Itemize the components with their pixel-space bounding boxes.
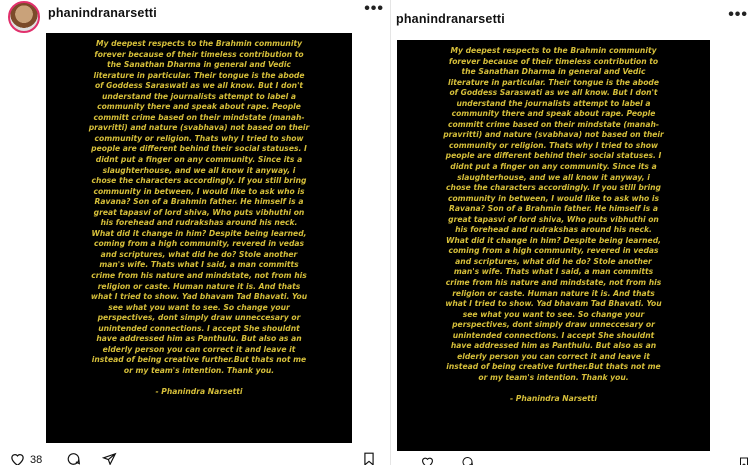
statement-line: see what you want to see. So change your bbox=[462, 309, 645, 319]
statement-line: elderly person you can correct it and leave it bbox=[457, 351, 650, 361]
more-options-icon[interactable]: ••• bbox=[728, 6, 748, 23]
statement-line: unintended connections. I accept She shouldnt bbox=[98, 323, 300, 333]
statement-line: instead of being creative further.But thats not me bbox=[446, 362, 661, 372]
statement-line: community or religion. Thats why I tried to show bbox=[449, 140, 658, 150]
statement-line: didnt put a finger on any community. Since its a bbox=[95, 155, 303, 165]
statement-line: his forehead and rudrakshas around his neck. bbox=[455, 225, 652, 235]
statement-image bbox=[46, 33, 352, 443]
statement-line: committ crime based on their mindstate (manah- bbox=[447, 119, 659, 129]
statement-line: what I tried to show. Yad bhavam Tad Bhavati. You bbox=[445, 299, 662, 309]
statement-line: understand the journalists attempt to label a bbox=[101, 91, 297, 101]
statement-line: and scriptures, what did he do? Stole another bbox=[455, 256, 652, 266]
statement-line: of Goddess Saraswati as we all know. But I don't bbox=[449, 88, 658, 98]
statement-line: his forehead and rudrakshas around his neck. bbox=[100, 218, 298, 228]
right-post-header bbox=[392, 0, 756, 28]
statement-line: slaughterhouse, and we all know it anyway, i bbox=[457, 172, 650, 182]
statement-line: great tapasvi of lord shiva, Who puts vibhuthi on bbox=[448, 214, 659, 224]
statement-line: slaughterhouse, and we all know it anyway, i bbox=[102, 165, 296, 175]
statement-line: community there and speak about rape. People bbox=[451, 109, 656, 119]
statement-line: and scriptures, what did he do? Stole another bbox=[100, 249, 298, 259]
statement-line: what I tried to show. Yad bhavam Tad Bhavati. You bbox=[90, 292, 308, 302]
statement-line: the Sanathan Dharma in general and Vedic bbox=[461, 67, 646, 77]
statement-line: or my team's intention. Thank you. bbox=[478, 372, 629, 382]
statement-line: coming from a high community, revered in vedas bbox=[448, 246, 659, 256]
statement-line: have addressed him as Panthulu. But also as an bbox=[96, 334, 302, 344]
statement-line: great tapasvi of lord shiva, Who puts vibhuthi on bbox=[93, 207, 305, 217]
statement-line: man's wife. Thats what I said, a man committs bbox=[453, 267, 654, 277]
statement-line: community in between, I would like to ask who is bbox=[447, 193, 660, 203]
statement-line: have addressed him as Panthulu. But also as an bbox=[450, 341, 657, 351]
statement-line: people are different behind their social statuses. I bbox=[445, 151, 662, 161]
heart-icon[interactable] bbox=[10, 452, 25, 465]
statement-line: the Sanathan Dharma in general and Vedic bbox=[107, 60, 291, 70]
statement-line: pravritti) and nature (svabhava) not based on their bbox=[443, 130, 664, 140]
statement-line: My deepest respects to the Brahmin community bbox=[450, 46, 657, 55]
signature: - Phanindra Narsetti bbox=[509, 393, 597, 403]
statement-line: understand the journalists attempt to label a bbox=[456, 98, 651, 108]
statement-line: unintended connections. I accept She shouldnt bbox=[452, 330, 655, 340]
statement-line: chose the characters accordingly. If you still bring bbox=[446, 183, 661, 193]
statement-image bbox=[397, 40, 710, 451]
statement-line: forever because of their timeless contribution to bbox=[448, 56, 659, 66]
statement-line: forever because of their timeless contribution to bbox=[94, 49, 304, 59]
username[interactable]: phanindranarsetti bbox=[48, 6, 157, 20]
statement-line: people are different behind their social statuses. I bbox=[91, 144, 307, 154]
statement-line: Ravana? Son of a Brahmin father. He himself is a bbox=[94, 197, 304, 207]
right-post bbox=[392, 0, 756, 465]
like-count: 38 bbox=[30, 454, 43, 465]
comment-icon[interactable] bbox=[66, 452, 81, 465]
signature: - Phanindra Narsetti bbox=[155, 386, 243, 396]
statement-line: community in between, I would like to ask who is bbox=[93, 186, 305, 196]
statement-line: perspectives, dont simply draw unneccesary or bbox=[97, 313, 301, 323]
statement-line: chose the characters accordingly. If you still bring bbox=[91, 176, 307, 186]
statement-line: coming from a high community, revered in vedas bbox=[93, 239, 305, 249]
statement-line: pravritti) and nature (svabhava) not based on their bbox=[88, 123, 310, 133]
statement-line: instead of being creative further.But thats not me bbox=[91, 355, 307, 365]
comment-icon[interactable] bbox=[460, 456, 475, 465]
statement-text bbox=[46, 33, 352, 377]
more-options-icon[interactable]: ••• bbox=[364, 0, 384, 17]
action-bar bbox=[420, 456, 750, 465]
share-icon[interactable] bbox=[102, 452, 117, 465]
statement-line: or my team's intention. Thank you. bbox=[123, 365, 275, 375]
save-icon[interactable] bbox=[362, 452, 376, 465]
statement-line: literature in particular. Their tongue is the abode bbox=[93, 70, 305, 80]
statement-line: religion or caste. Human nature it is. And thats bbox=[97, 281, 301, 291]
statement-line: crime from his nature and mindstate, not from his bbox=[445, 278, 662, 288]
left-post-header bbox=[0, 0, 390, 28]
statement-line: community there and speak about rape. People bbox=[97, 102, 301, 112]
avatar[interactable] bbox=[8, 1, 40, 33]
statement-text bbox=[397, 40, 710, 384]
statement-line: community or religion. Thats why I tried to show bbox=[94, 133, 304, 143]
action-bar bbox=[10, 452, 370, 465]
statement-line: What did it change in him? Despite being learned, bbox=[91, 228, 307, 238]
statement-line: Ravana? Son of a Brahmin father. He himself is a bbox=[449, 204, 658, 214]
statement-line: religion or caste. Human nature it is. And thats bbox=[452, 288, 655, 298]
statement-line: perspectives, dont simply draw unneccesary or bbox=[452, 320, 655, 330]
statement-line: My deepest respects to the Brahmin community bbox=[95, 39, 303, 48]
statement-line: elderly person you can correct it and leave it bbox=[102, 344, 296, 354]
statement-line: committ crime based on their mindstate (manah- bbox=[93, 112, 305, 122]
statement-line: didnt put a finger on any community. Since its a bbox=[450, 162, 657, 172]
more-icon[interactable] bbox=[738, 456, 750, 465]
heart-icon[interactable] bbox=[420, 456, 435, 465]
statement-line: What did it change in him? Despite being learned, bbox=[445, 235, 662, 245]
statement-line: crime from his nature and mindstate, not from his bbox=[91, 271, 307, 281]
statement-line: see what you want to see. So change your bbox=[108, 302, 290, 312]
statement-line: literature in particular. Their tongue is the abode bbox=[447, 77, 660, 87]
statement-line: of Goddess Saraswati as we all know. But I don't bbox=[94, 81, 304, 91]
username[interactable]: phanindranarsetti bbox=[396, 12, 505, 26]
statement-line: man's wife. Thats what I said, a man committs bbox=[99, 260, 299, 270]
